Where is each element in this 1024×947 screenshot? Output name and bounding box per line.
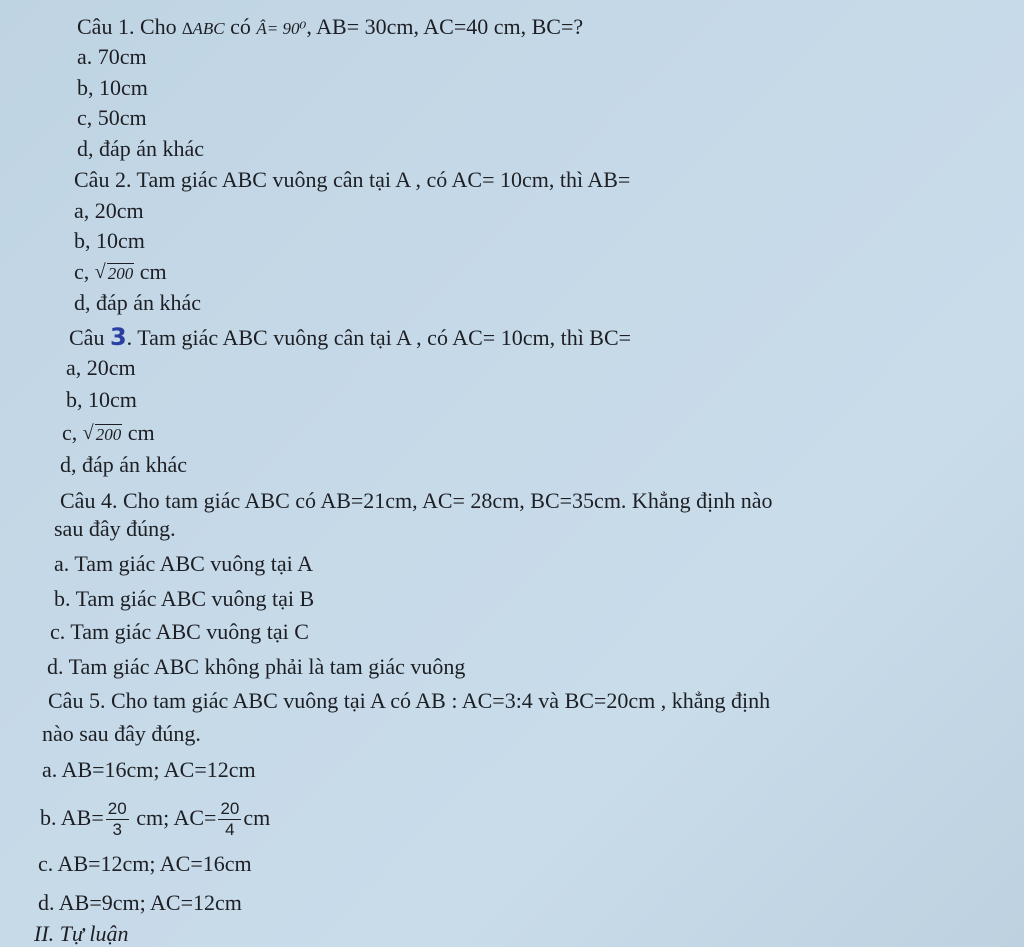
fraction-ac-numerator: 20 [220,799,240,819]
q3-option-c-unit: cm [127,420,155,445]
angle-symbol: Â [256,19,267,38]
q1-option-c: c, 50cm [77,105,147,130]
q2-option-b: b, 10cm [74,228,145,253]
fraction-ab-denominator: 3 [112,820,122,840]
q2-option-c-prefix: c, [74,259,90,284]
fraction-ab-numerator: 20 [107,799,127,819]
q2-option-c [74,259,167,287]
question-4-title-line1: Câu 4. Cho tam giác ABC có AB=21cm, AC= 28cm, BC=35cm. Khẳng định nào [60,488,773,513]
q1-option-b: b, 10cm [77,75,148,100]
q4-option-c: c. Tam giác ABC vuông tại C [50,619,309,644]
q4-option-b: b. Tam giác ABC vuông tại B [54,586,315,611]
q5-option-b [40,796,270,840]
question-1-title [77,14,583,42]
question-3-title [69,324,631,351]
q5-option-a: a. AB=16cm; AC=12cm [42,757,256,782]
question-1-rest: , AB= 30cm, AC=40 cm, BC=? [306,14,584,39]
question-3-prefix: Câu [69,325,105,350]
question-5-title-line2: nào sau đây đúng. [42,721,201,746]
q4-option-a: a. Tam giác ABC vuông tại A [54,551,313,576]
q5-option-d: d. AB=9cm; AC=12cm [38,890,242,915]
question-2-title: Câu 2. Tam giác ABC vuông cân tại A , có AC= 10cm, thì AB= [74,167,631,192]
handwritten-number: 3 [109,323,127,351]
triangle-symbol: ∆ABC [182,19,225,38]
q3-option-c-prefix: c, [62,420,78,445]
question-3-rest: . Tam giác ABC vuông cân tại A , có AC= 10cm, thì BC= [126,325,632,350]
fraction-ac [218,799,241,840]
q3-option-b: b, 10cm [66,387,137,412]
q4-option-d: d. Tam giác ABC không phải là tam giác vuông [47,654,466,679]
q5-option-b-unit: cm [243,805,271,830]
q3-option-a: a, 20cm [66,355,136,380]
q5-option-b-prefix: b. AB= [40,805,104,830]
question-4-title-line2: sau đây đúng. [54,516,176,541]
q5-option-c: c. AB=12cm; AC=16cm [38,851,252,876]
question-1-prefix: Câu 1. Cho [77,14,177,39]
sqrt-expression: √ 200 [82,422,122,444]
sqrt-expression: √ 200 [94,261,134,283]
q1-option-d: d, đáp án khác [77,136,205,161]
angle-value: = 90⁰ [266,19,307,38]
q2-option-d: d, đáp án khác [74,290,202,315]
q3-option-c [62,420,155,448]
fraction-ac-denominator: 4 [225,820,235,840]
q1-option-a: a. 70cm [77,44,147,69]
q5-option-b-mid: cm; AC= [136,805,217,830]
sqrt-radicand: 200 [107,264,134,283]
sqrt-radicand: 200 [95,425,122,444]
q2-option-c-unit: cm [139,259,167,284]
section-heading: II. Tự luận [34,921,129,946]
question-1-connector: có [230,14,251,39]
q2-option-a: a, 20cm [74,198,144,223]
fraction-ab [106,799,129,840]
q3-option-d: d, đáp án khác [60,452,188,477]
question-5-title-line1: Câu 5. Cho tam giác ABC vuông tại A có AB : AC=3:4 và BC=20cm , khẳng định [48,688,771,713]
